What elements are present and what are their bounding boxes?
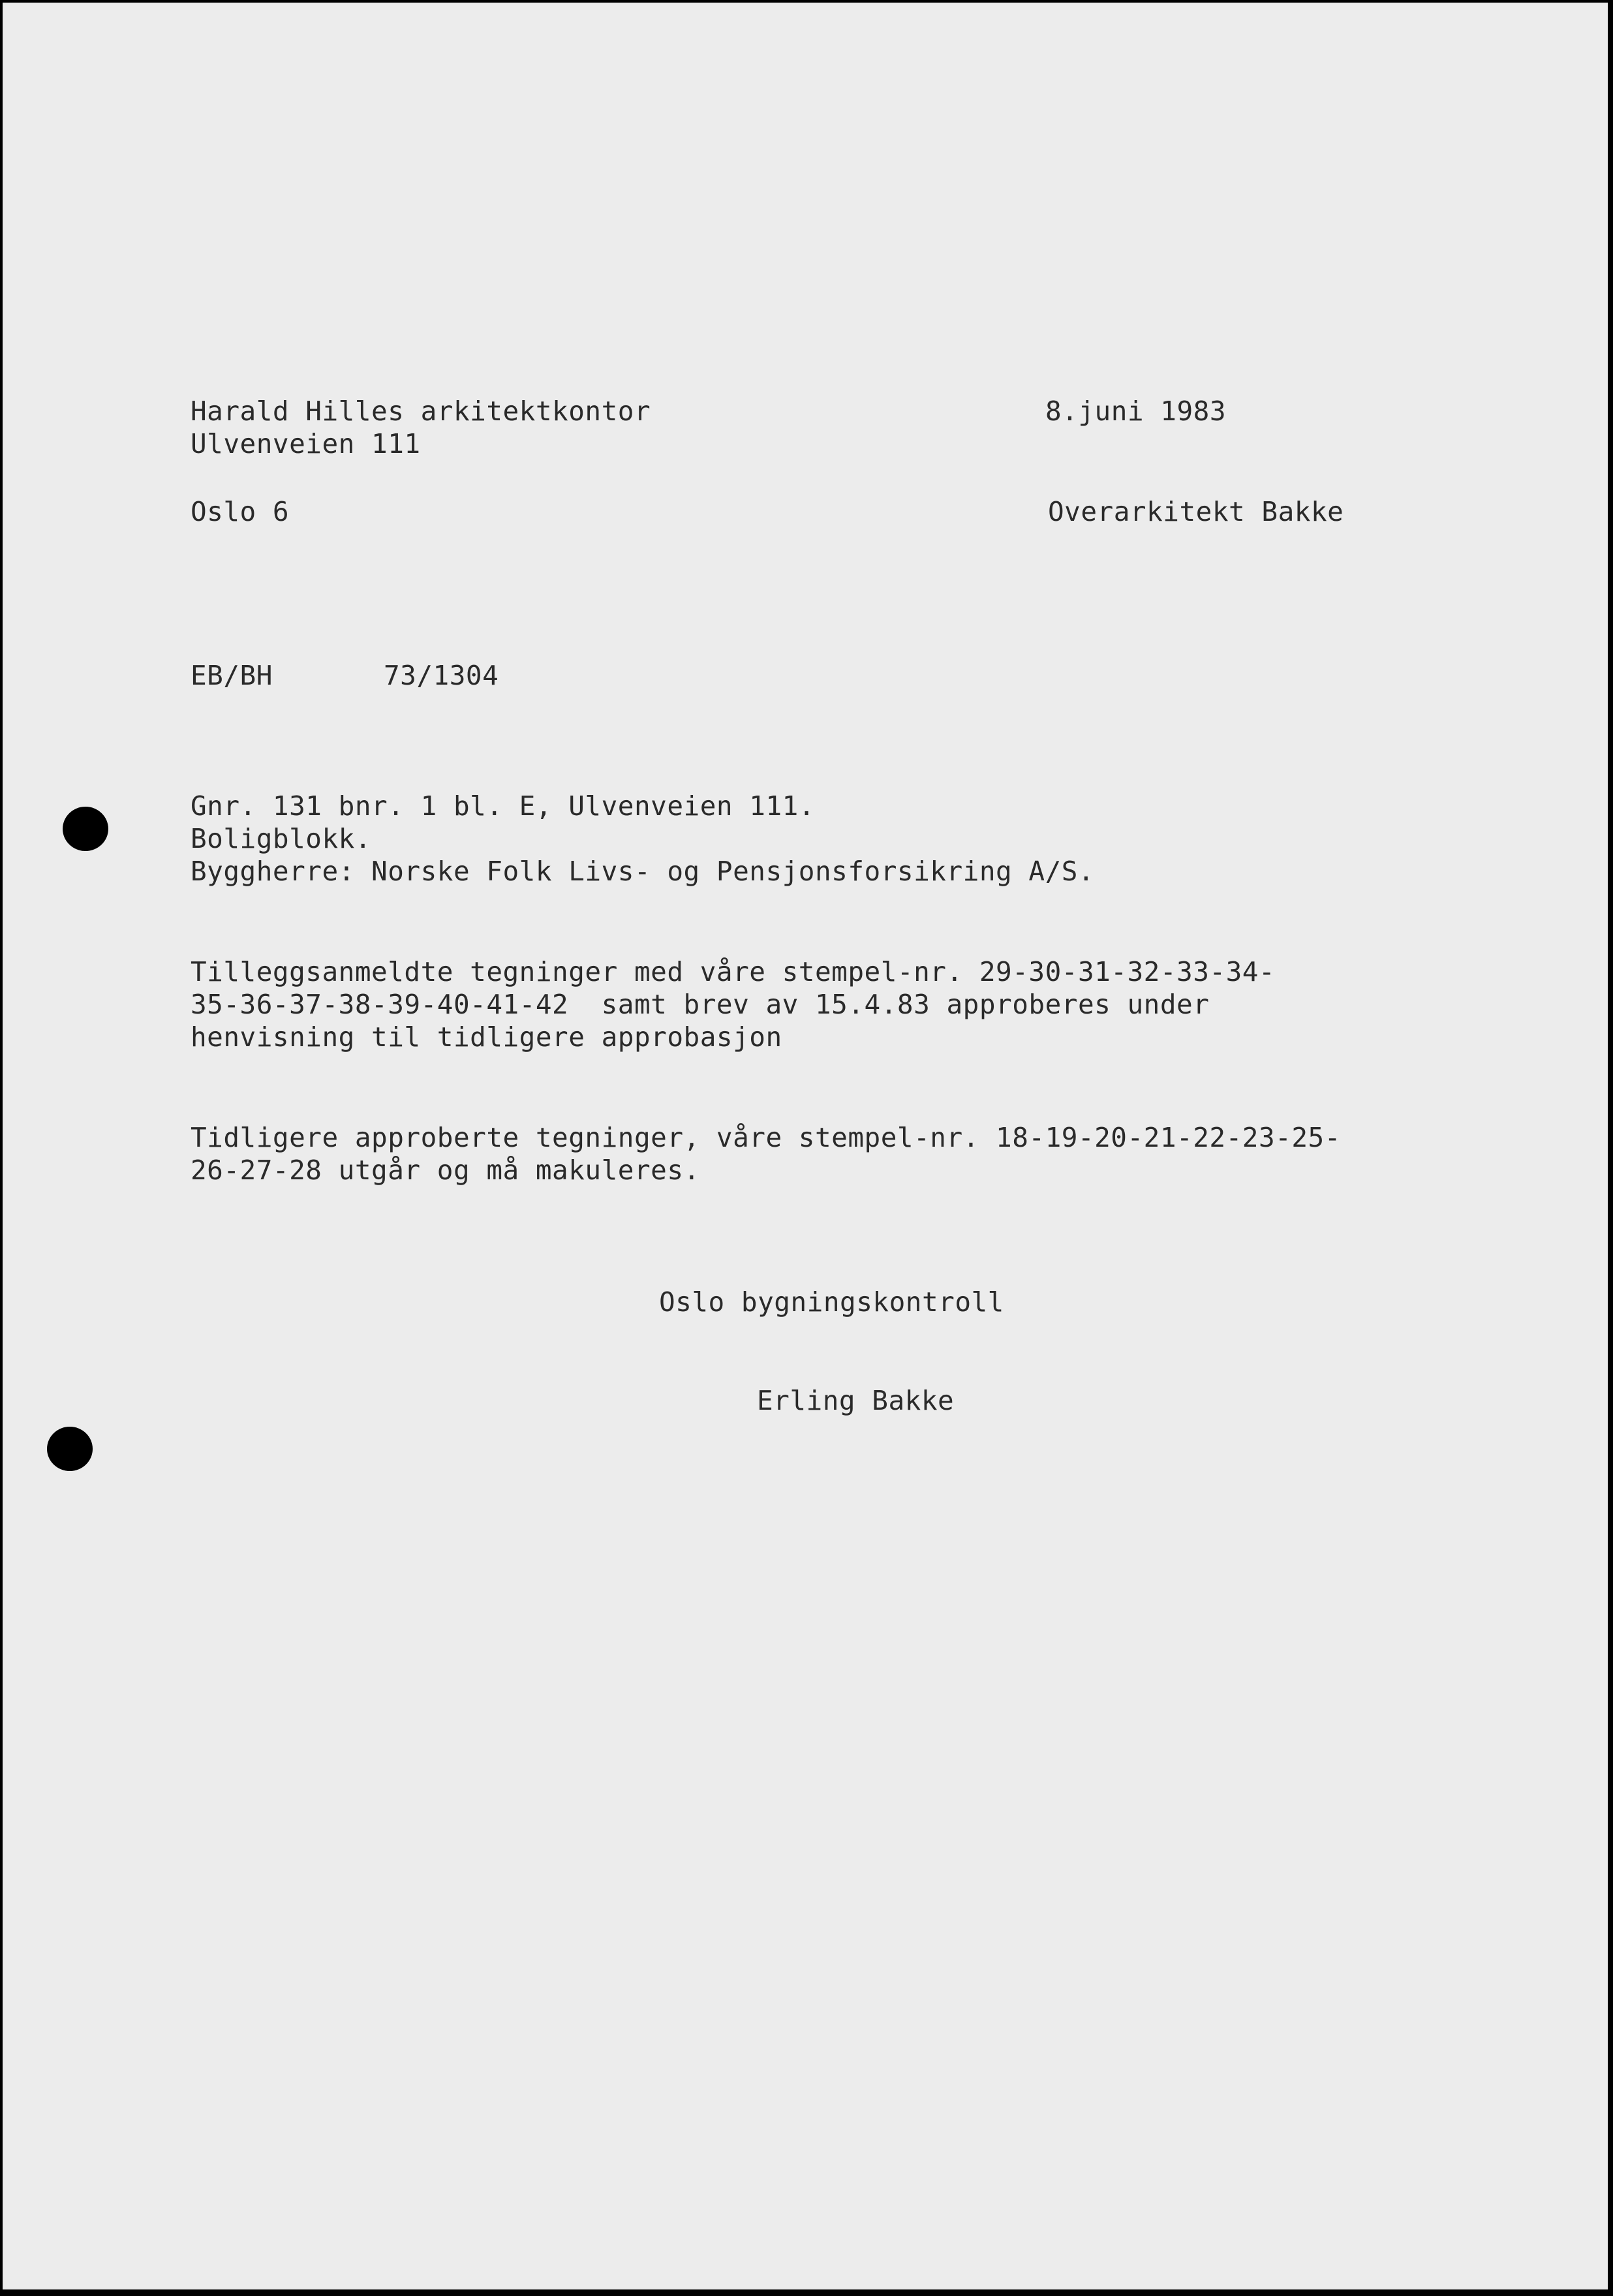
letter-date: 8.juni 1983: [1045, 396, 1227, 427]
sender-street: Ulvenveien 111: [191, 428, 421, 459]
paragraph1-line-1: Tilleggsanmeldte tegninger med våre stempel-nr. 29-30-31-32-33-34-: [191, 956, 1276, 987]
sender-name: Harald Hilles arkitektkontor: [191, 396, 651, 427]
signature-organization: Oslo bygningskontroll: [659, 1286, 1004, 1318]
sender-city: Oslo 6: [191, 496, 290, 527]
subject-line-3: Byggherre: Norske Folk Livs- og Pensjonsforsikring A/S.: [191, 856, 1095, 887]
letter-paper: [3, 3, 1608, 2289]
signature-name: Erling Bakke: [757, 1385, 955, 1416]
paragraph2-line-1: Tidligere approberte tegninger, våre stempel-nr. 18-19-20-21-22-23-25-: [191, 1122, 1341, 1153]
reference-initials: EB/BH: [191, 660, 273, 691]
recipient: Overarkitekt Bakke: [1048, 496, 1344, 527]
paragraph2-line-2: 26-27-28 utgår og må makuleres.: [191, 1155, 700, 1186]
paragraph1-line-3: henvisning til tidligere approbasjon: [191, 1021, 782, 1053]
subject-line-2: Boligblokk.: [191, 823, 372, 854]
subject-line-1: Gnr. 131 bnr. 1 bl. E, Ulvenveien 111.: [191, 790, 815, 822]
punch-hole-bottom: [47, 1427, 93, 1471]
case-number: 73/1304: [384, 660, 499, 691]
paragraph1-line-2: 35-36-37-38-39-40-41-42 samt brev av 15.4.83 approberes under: [191, 989, 1210, 1020]
punch-hole-top: [63, 807, 108, 851]
